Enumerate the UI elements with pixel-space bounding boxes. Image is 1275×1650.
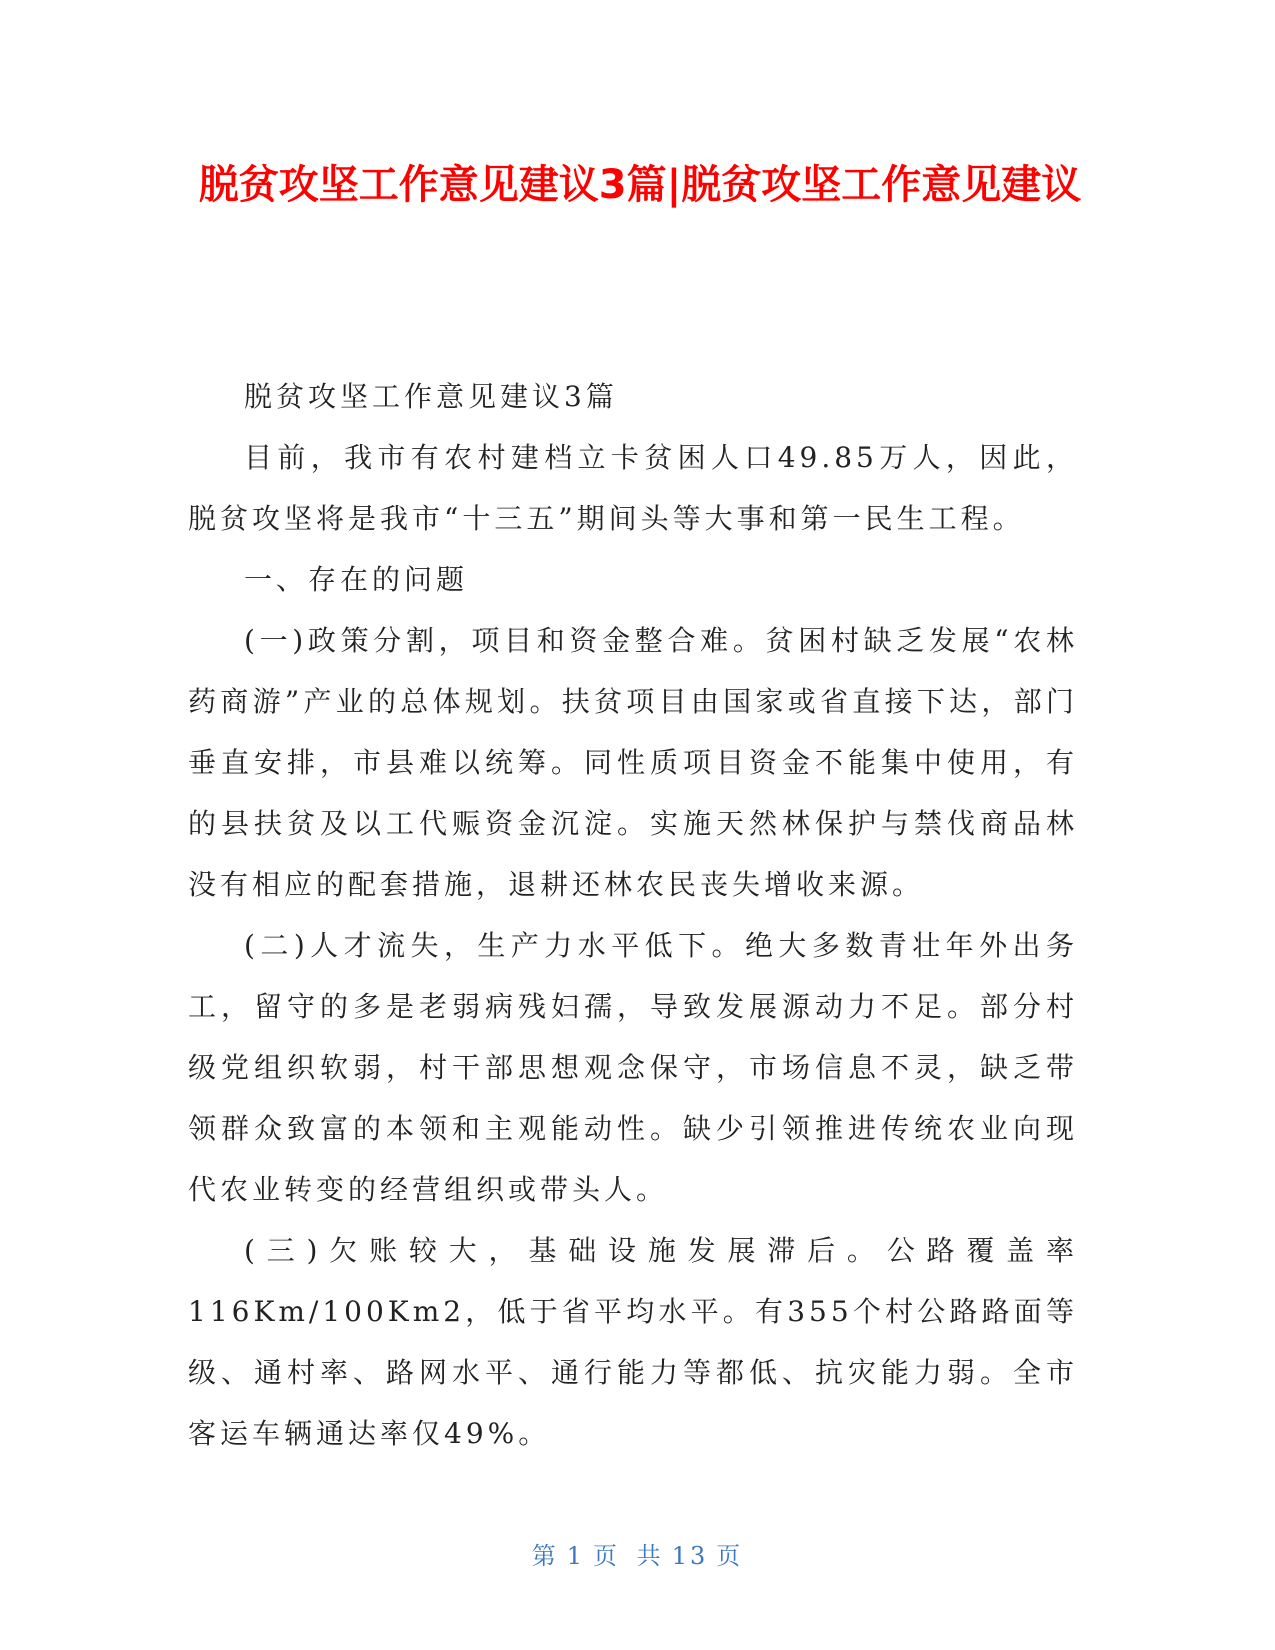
footer-label-of: 页 共 — [593, 1542, 664, 1570]
paragraph-intro: 目前，我市有农村建档立卡贫困人口49.85万人，因此，脱贫攻坚将是我市“十三五”期间头等大事和第一民生工程。 — [188, 441, 1078, 535]
footer-label-page: 第 — [531, 1542, 559, 1570]
paragraph-problem-2: (二)人才流失，生产力水平低下。绝大多数青壮年外出务工，留守的多是老弱病残妇孺，导致发展源动力不足。部分村级党组织软弱，村干部思想观念保守，市场信息不灵，缺乏带领群众致富的本领和主观能动性。缺少引领推进传统农业向现代农业转变的经营组织或带头人。 — [188, 929, 1078, 1206]
footer-label-end: 页 — [716, 1542, 744, 1570]
footer-total-pages: 13 — [671, 1542, 709, 1570]
paragraph-problem-3: (三)欠账较大，基础设施发展滞后。公路覆盖率116Km/100Km2，低于省平均水平。有355个村公路路面等级、通村率、路网水平、通行能力等都低、抗灾能力弱。全市客运车辆通达率仅49%。 — [188, 1234, 1078, 1450]
page-footer — [0, 1536, 1275, 1571]
paragraph-problem-1: (一)政策分割，项目和资金整合难。贫困村缺乏发展“农林药商游”产业的总体规划。扶贫项目由国家或省直接下达，部门垂直安排，市县难以统筹。同性质项目资金不能集中使用，有的县扶贫及以工代赈资金沉淀。实施天然林保护与禁伐商品林没有相应的配套措施，退耕还林农民丧失增收来源。 — [188, 624, 1078, 901]
section-heading-problems: 一、存在的问题 — [244, 563, 469, 596]
paragraph-subtitle: 脱贫攻坚工作意见建议3篇 — [244, 380, 618, 413]
document-body — [188, 366, 1078, 1464]
document-title: 脱贫攻坚工作意见建议3篇|脱贫攻坚工作意见建议 — [198, 162, 1082, 208]
footer-current-page: 1 — [566, 1542, 586, 1570]
